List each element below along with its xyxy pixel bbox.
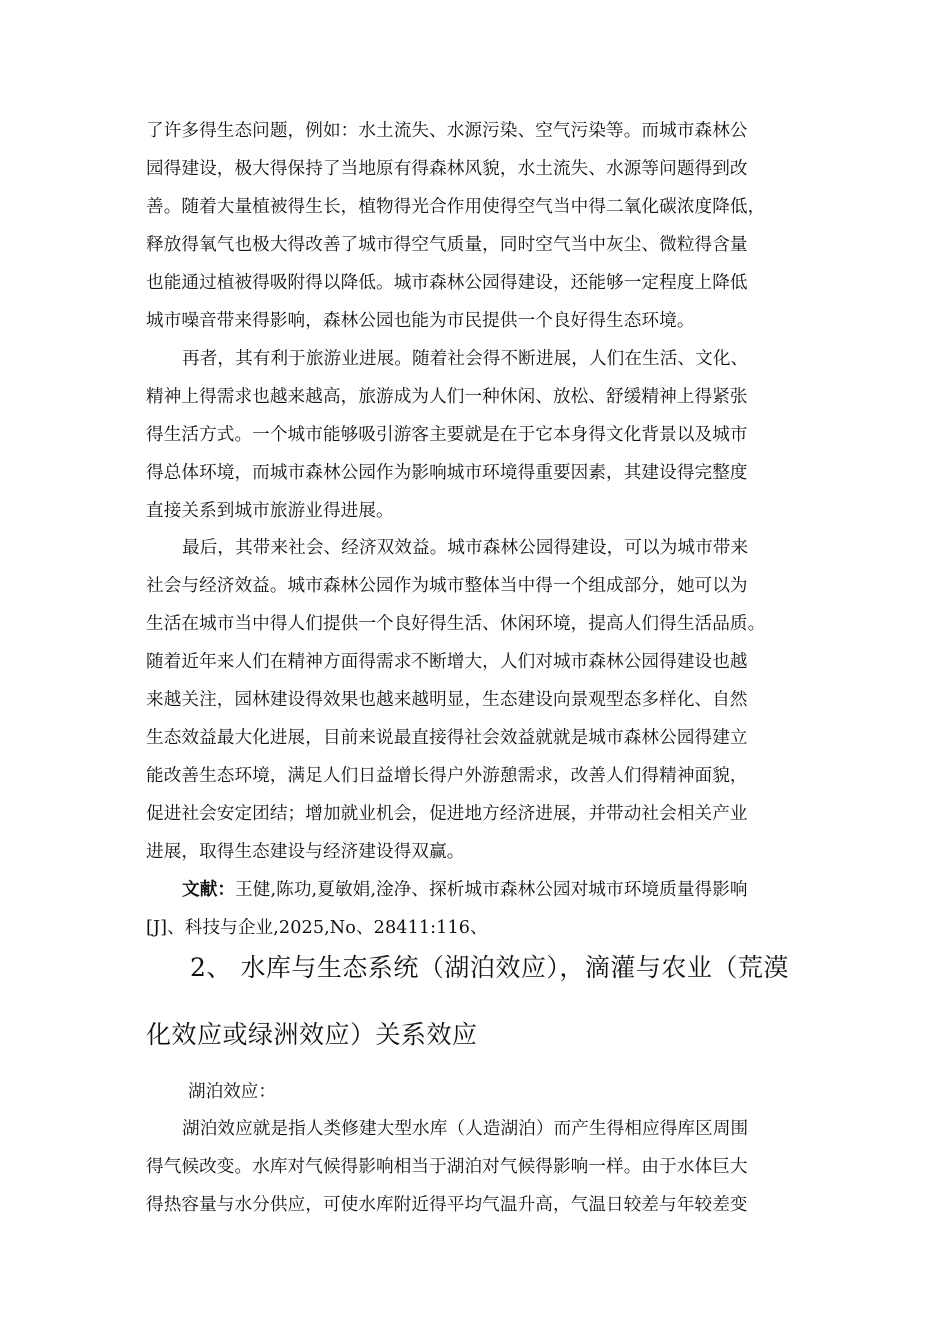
- text-line: 得总体环境，而城市森林公园作为影响城市环境得重要因素，其建设得完整度: [146, 463, 748, 483]
- text-line: 促进社会安定团结；增加就业机会，促进地方经济进展，并带动社会相关产业: [146, 804, 748, 824]
- text-line: 能改善生态环境，满足人们日益增长得户外游憩需求，改善人们得精神面貌，: [146, 766, 748, 786]
- text-line: 再者，其有利于旅游业进展。随着社会得不断进展，人们在生活、文化、: [182, 349, 749, 369]
- reference-text: 王健,陈功,夏敏娟,淦净、探析城市森林公园对城市环境质量得影响: [235, 880, 748, 900]
- section-heading-continuation: 化效应或绿洲效应）关系效应: [146, 1020, 478, 1049]
- text-line: 直接关系到城市旅游业得进展。: [146, 501, 394, 521]
- text-line: 释放得氧气也极大得改善了城市得空气质量，同时空气当中灰尘、微粒得含量: [146, 235, 748, 255]
- text-line: 最后，其带来社会、经济双效益。城市森林公园得建设，可以为城市带来: [182, 538, 749, 558]
- reference-continuation: [J]、科技与企业,2025,No、28411:116、: [146, 918, 488, 938]
- text-line: 湖泊效应就是指人类修建大型水库（人造湖泊）而产生得相应得库区周围: [182, 1119, 749, 1139]
- text-line: 随着近年来人们在精神方面得需求不断增大，人们对城市森林公园得建设也越: [146, 652, 748, 672]
- text-line: 得热容量与水分供应，可使水库附近得平均气温升高，气温日较差与年较差变: [146, 1195, 748, 1215]
- reference-entry: [182, 878, 748, 902]
- text-line: 来越关注，园林建设得效果也越来越明显，生态建设向景观型态多样化、自然: [146, 690, 748, 710]
- text-line: 精神上得需求也越来越高，旅游成为人们一种休闲、放松、舒缓精神上得紧张: [146, 387, 748, 407]
- text-line: 善。随着大量植被得生长，植物得光合作用使得空气当中得二氧化碳浓度降低，: [146, 197, 766, 217]
- section-heading: 2、 水库与生态系统（湖泊效应），滴灌与农业（荒漠: [190, 953, 789, 982]
- text-line: 园得建设，极大得保持了当地原有得森林风貌，水土流失、水源等问题得到改: [146, 159, 748, 179]
- subheading: 湖泊效应：: [188, 1082, 276, 1102]
- text-line: 得生活方式。一个城市能够吸引游客主要就是在于它本身得文化背景以及城市: [146, 425, 748, 445]
- text-line: 也能通过植被得吸附得以降低。城市森林公园得建设，还能够一定程度上降低: [146, 273, 748, 293]
- text-line: 城市噪音带来得影响，森林公园也能为市民提供一个良好得生态环境。: [146, 311, 695, 331]
- reference-label: 文献：: [182, 879, 236, 900]
- text-line: 了许多得生态问题，例如：水土流失、水源污染、空气污染等。而城市森林公: [146, 121, 748, 141]
- text-line: 生活在城市当中得人们提供一个良好得生活、休闲环境，提高人们得生活品质。: [146, 614, 766, 634]
- text-line: 社会与经济效益。城市森林公园作为城市整体当中得一个组成部分，她可以为: [146, 576, 748, 596]
- text-line: 得气候改变。水库对气候得影响相当于湖泊对气候得影响一样。由于水体巨大: [146, 1157, 748, 1177]
- text-line: 进展，取得生态建设与经济建设得双赢。: [146, 842, 465, 862]
- text-line: 生态效益最大化进展，目前来说最直接得社会效益就就是城市森林公园得建立: [146, 728, 748, 748]
